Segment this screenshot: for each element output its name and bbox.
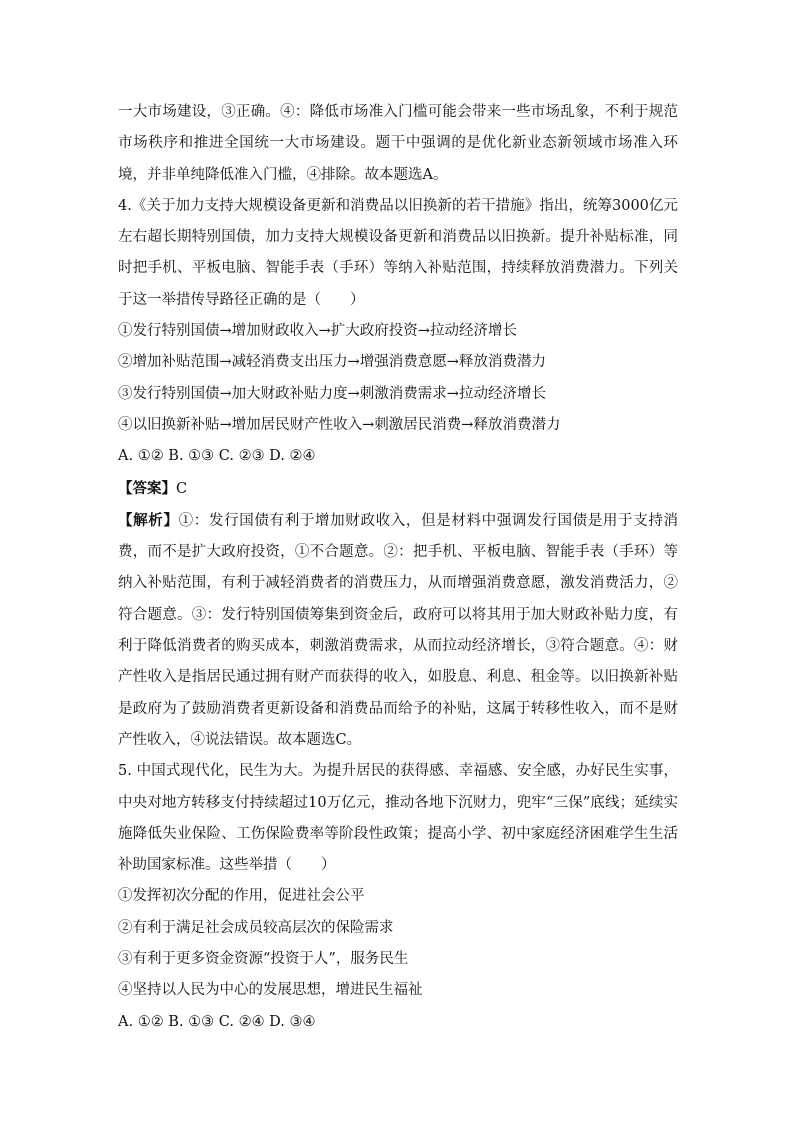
analysis-text: ①：发行国债有利于增加财政收入，但是材料中强调发行国债是用于支持消费，而不是扩大政府投资，①不合题意。②：把手机、平板电脑、智能手表（手环）等纳入补贴范围，有利于减轻消费者的消费压力，从而增强消费意愿，激发消费活力，②符合题意。③：发行特别国债筹集到资金后，政府可以将其用于加大财政补贴力度，有利于降低消费者的购买成本，刺激消费需求，从而拉动经济增长，③符合题意。④：财产性收入是指居民通过拥有财产而获得的收入，如股息、利息、租金等。以旧换新补贴是政府为了鼓励消费者更新设备和消费品而给予的补贴，这属于转移性收入，而不是财产性收入，④说法错误。故本题选C。 bbox=[118, 512, 679, 748]
question-5-option-4: ④坚持以人民为中心的发展思想，增进民生福祉 bbox=[118, 982, 423, 999]
question-4-option-4: ④以旧换新补贴→增加居民财产性收入→刺激居民消费→释放消费潜力 bbox=[118, 416, 561, 433]
question-5-option-1: ①发挥初次分配的作用，促进社会公平 bbox=[118, 888, 365, 905]
page-content bbox=[118, 97, 678, 1038]
question-4-option-3: ③发行特别国债→加大财政补贴力度→刺激消费需求→拉动经济增长 bbox=[118, 385, 546, 402]
question-4 bbox=[118, 191, 678, 756]
question-5-stem: 5. 中国式现代化，民生为大。为提升居民的获得感、幸福感、安全感，办好民生实事，中央对地方转移支付持续超过10万亿元，推动各地下沉财力，兜牢“三保”底线；延续实施降低失业保险、工伤保险费率等阶段性政策；提高小学、初中家庭经济困难学生生活补助国家标准。这些举措（ ） bbox=[118, 763, 678, 874]
question-4-option-2: ②增加补贴范围→减轻消费支出压力→增强消费意愿→释放消费潜力 bbox=[118, 354, 546, 371]
question-5-choices: A. ①② B. ①③ C. ②④ D. ③④ bbox=[118, 1013, 316, 1030]
question-4-choices: A. ①② B. ①③ C. ②③ D. ②④ bbox=[118, 448, 316, 465]
analysis-tag: 【解析】 bbox=[118, 511, 179, 529]
question-4-answer bbox=[118, 473, 678, 505]
previous-explanation-tail: 一大市场建设，③正确。④：降低市场准入门槛可能会带来一些市场乱象，不利于规范市场秩序和推进全国统一大市场建设。题干中强调的是优化新业态新领域市场准入环境，并非单纯降低准入门槛，④排除。故本题选A。 bbox=[118, 104, 678, 183]
answer-value: C bbox=[176, 480, 188, 497]
question-4-analysis bbox=[118, 505, 678, 756]
answer-tag: 【答案】 bbox=[118, 479, 176, 497]
question-4-stem: 4.《关于加力支持大规模设备更新和消费品以旧换新的若干措施》指出，统筹3000亿元左右超长期特别国债，加力支持大规模设备更新和消费品以旧换新。提升补贴标准，同时把手机、平板电脑、智能手表（手环）等纳入补贴范围，持续释放消费潜力。下列关于这一举措传导路径正确的是（ ） bbox=[118, 197, 678, 308]
question-4-option-1: ①发行特别国债→增加财政收入→扩大政府投资→拉动经济增长 bbox=[118, 323, 517, 340]
question-5-option-3: ③有利于更多资金资源“投资于人”，服务民生 bbox=[118, 951, 409, 968]
question-5 bbox=[118, 756, 678, 1038]
question-5-option-2: ②有利于满足社会成员较高层次的保险需求 bbox=[118, 919, 394, 936]
